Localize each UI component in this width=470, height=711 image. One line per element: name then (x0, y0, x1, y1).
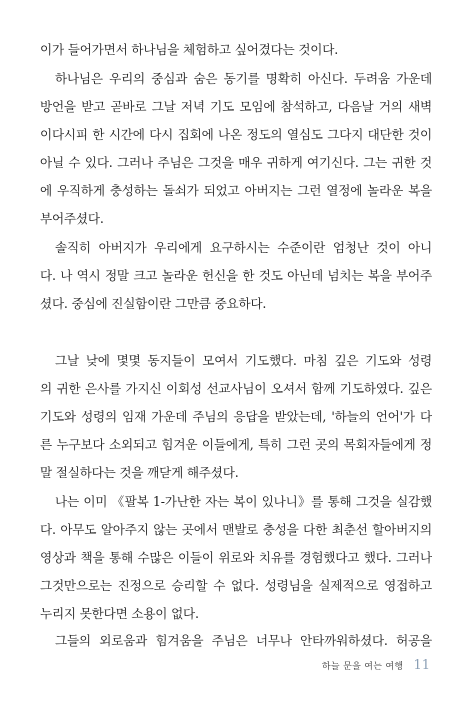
body-line: 하나님은 우리의 중심과 숨은 동기를 명확히 아신다. 두려움 가운데 (55, 71, 432, 86)
body-line: 이가 들어가면서 하나님을 체험하고 싶어겼다는 것이다. (40, 42, 339, 57)
body-line: 나는 이미 《팔복 1-가난한 자는 복이 있나니》를 통해 그것을 실감했 (55, 494, 432, 509)
body-line: 다. 아무도 알아주지 않는 곳에서 맨발로 충성을 다한 최춘선 할아버지의 (40, 522, 432, 537)
body-line: 셨다. 중심에 진실함이란 그만큼 중요하다. (40, 296, 267, 311)
body-line: 그날 낮에 몇몇 동지들이 모여서 기도했다. 마침 깊은 기도와 성령 (55, 353, 432, 368)
body-line: 이다시피 한 시간에 다시 집회에 나온 정도의 열심도 그다지 대단한 것이 (40, 127, 432, 142)
body-line: 의 귀한 은사를 가지신 이회성 선교사님이 오셔서 함께 기도하였다. 깊은 (40, 381, 432, 396)
body-line: 방언을 받고 곧바로 그날 저녁 기도 모임에 참석하고, 다음날 거의 새벽 (40, 99, 432, 114)
body-line: 기도와 성령의 임재 가운데 주님의 응답을 받았는데, '하늘의 언어'가 다 (40, 409, 432, 424)
body-line: 영상과 책을 통해 수많은 이들이 위로와 치유를 경험했다고 했다. 그러나 (40, 550, 432, 565)
body-line: 에 우직하게 충성하는 돌쇠가 되었고 아버지는 그런 열정에 놀라운 복을 (40, 183, 432, 198)
body-line: 솔직히 아버지가 우리에게 요구하시는 수준이란 엄청난 것이 아니 (55, 240, 432, 255)
body-line: 아닐 수 있다. 그러나 주님은 그것을 매우 귀하게 여기신다. 그는 귀한 것 (40, 155, 432, 170)
body-line: 말 절실하다는 것을 깨닫게 해주셨다. (40, 465, 239, 480)
running-title: 하늘 문을 여는 여행 (321, 662, 404, 672)
body-line: 른 누구보다 소외되고 힘겨운 이들에게, 특히 그런 곳의 목회자들에게 정 (40, 437, 432, 452)
page-number: 11 (413, 658, 430, 673)
body-line: 그들의 외로움과 힘겨움을 주님은 너무나 안타까워하셨다. 허공을 (55, 633, 432, 648)
body-line: 그것만으로는 진정으로 승리할 수 없다. 성령님을 실제적으로 영접하고 (40, 578, 432, 593)
body-line: 누리지 못한다면 소용이 없다. (40, 606, 199, 621)
body-line: 다. 나 역시 정말 크고 놀라운 헌신을 한 것도 아닌데 넘치는 복을 부어주 (40, 268, 432, 283)
page-footer (322, 654, 430, 674)
body-line: 부어주셨다. (40, 211, 104, 226)
